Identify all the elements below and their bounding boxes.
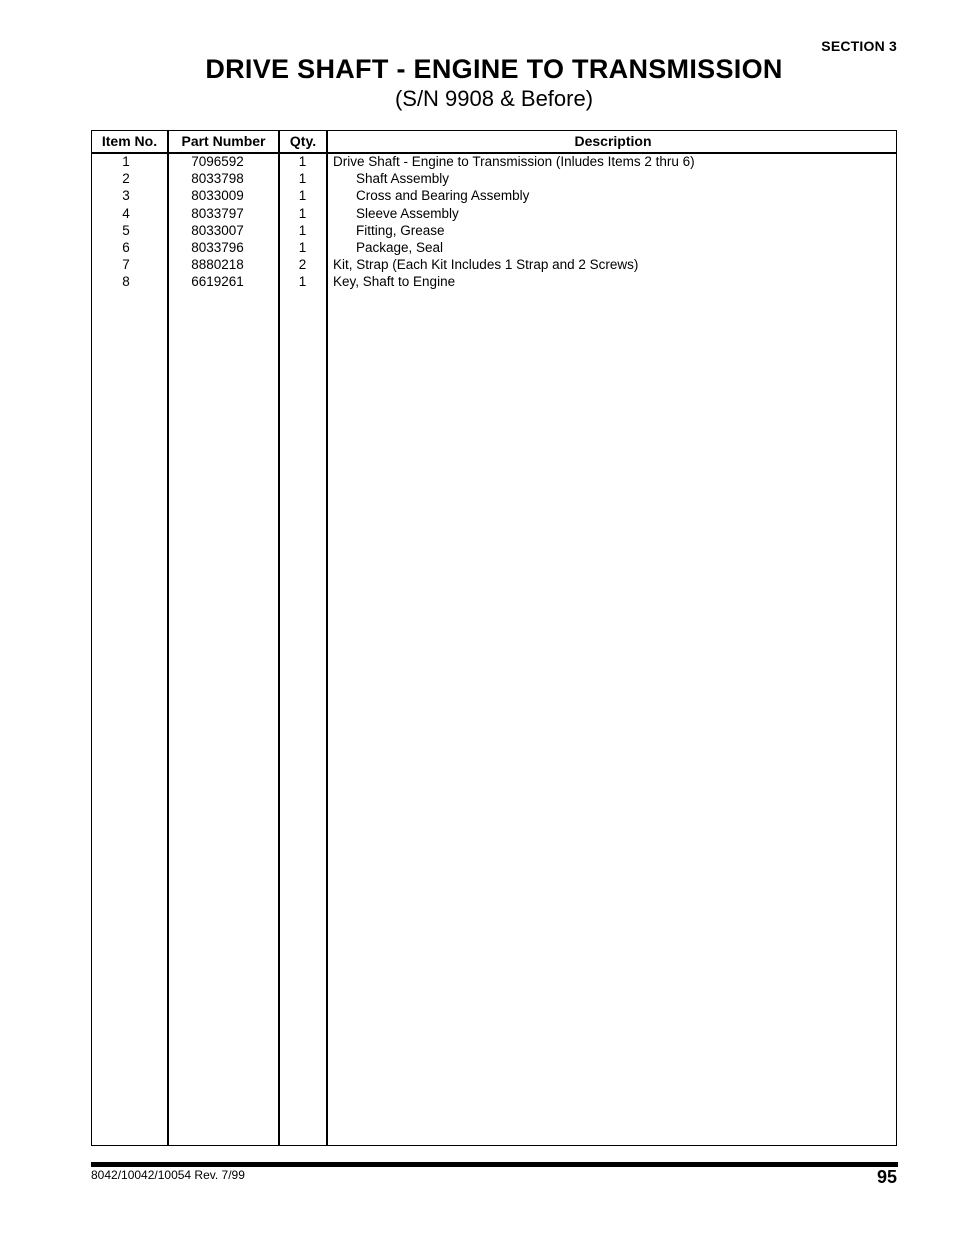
cell-part-number: 8033796 <box>191 239 244 255</box>
column-header-item-no: Item No. <box>101 133 158 149</box>
parts-table <box>91 130 897 1146</box>
table-row <box>92 205 896 222</box>
cell-item-no: 4 <box>122 205 130 221</box>
table-body <box>92 153 896 291</box>
table-row <box>92 256 896 273</box>
cell-description: Sleeve Assembly <box>356 205 459 221</box>
cell-item-no: 8 <box>122 274 130 290</box>
column-header-qty: Qty. <box>289 133 317 149</box>
column-header-part-number: Part Number <box>181 133 266 149</box>
cell-part-number: 8033797 <box>191 205 244 221</box>
page-subtitle: (S/N 9908 & Before) <box>394 86 594 111</box>
cell-qty: 1 <box>298 154 307 169</box>
column-header-description: Description <box>574 133 652 149</box>
cell-qty: 1 <box>298 222 307 238</box>
cell-item-no: 2 <box>122 171 130 187</box>
section-label: SECTION 3 <box>821 38 897 54</box>
cell-qty: 1 <box>298 171 307 187</box>
cell-qty: 1 <box>298 205 307 221</box>
cell-item-no: 7 <box>122 257 130 273</box>
cell-part-number: 8033798 <box>191 171 244 187</box>
table-row <box>92 273 896 290</box>
cell-qty: 2 <box>298 257 307 273</box>
page-number: 95 <box>876 1167 897 1187</box>
cell-qty: 1 <box>298 274 307 290</box>
cell-item-no: 3 <box>122 188 130 204</box>
cell-qty: 1 <box>298 188 307 204</box>
cell-description: Package, Seal <box>356 239 444 255</box>
cell-description: Fitting, Grease <box>356 222 445 238</box>
cell-description: Shaft Assembly <box>356 171 450 187</box>
cell-part-number: 8033007 <box>191 222 244 238</box>
cell-part-number: 8033009 <box>191 188 244 204</box>
cell-part-number: 6619261 <box>191 274 244 290</box>
cell-item-no: 1 <box>122 154 130 169</box>
page-title: DRIVE SHAFT - ENGINE TO TRANSMISSION <box>205 54 783 84</box>
cell-item-no: 5 <box>122 222 130 238</box>
cell-part-number: 8880218 <box>191 257 244 273</box>
table-row <box>92 187 896 204</box>
cell-description: Kit, Strap (Each Kit Includes 1 Strap and 2 Screws) <box>333 257 639 273</box>
cell-qty: 1 <box>298 239 307 255</box>
table-row <box>92 222 896 239</box>
cell-description: Cross and Bearing Assembly <box>356 188 530 204</box>
cell-description: Key, Shaft to Engine <box>333 274 456 290</box>
footer-rule <box>91 1162 898 1167</box>
cell-part-number: 7096592 <box>191 154 244 169</box>
footer-model-revision: 8042/10042/10054 Rev. 7/99 <box>91 1168 245 1182</box>
table-row <box>92 170 896 187</box>
cell-description: Drive Shaft - Engine to Transmission (Inludes Items 2 thru 6) <box>333 154 695 169</box>
cell-item-no: 6 <box>122 239 130 255</box>
table-row <box>92 153 896 170</box>
table-row <box>92 239 896 256</box>
